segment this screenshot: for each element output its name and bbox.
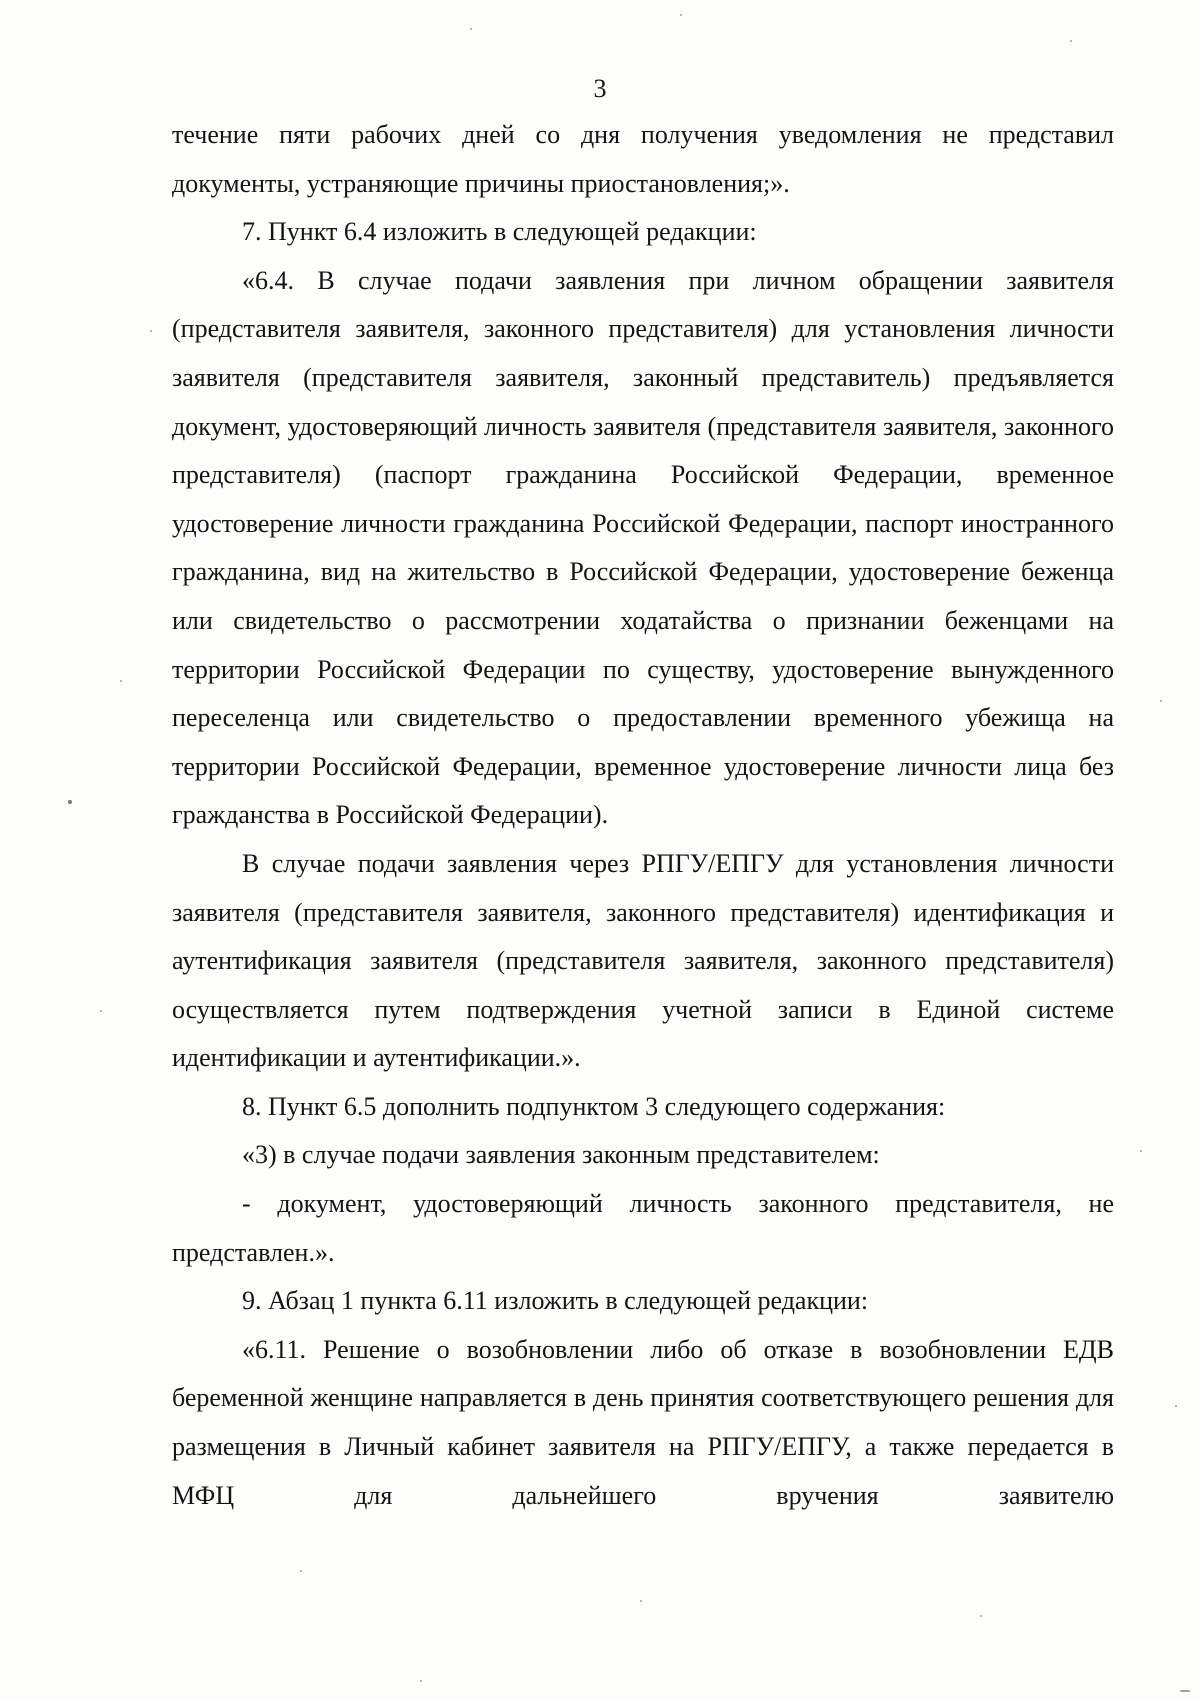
scan-speck (1160, 700, 1162, 702)
paragraph-rpgu-identification: В случае подачи заявления через РПГУ/ЕПГУ для установления личности заявителя (представителя заявителя, законного представителя) идентификация и аутентификация заявителя (представителя заявителя, законного представителя) осуществляется путем подтверждения учетной записи в Единой системе идентификации и аутентификации.». (172, 848, 1114, 1073)
scan-speck (100, 1010, 102, 1012)
page-number: 3 (593, 74, 607, 103)
paragraph-dash-item: - документ, удостоверяющий личность законного представителя, не представлен.». (172, 1189, 1114, 1267)
scan-speck (1180, 1690, 1190, 1692)
document-body (172, 111, 1114, 1520)
scan-speck (300, 1570, 302, 1572)
paragraph-continuation: течение пяти рабочих дней со дня получения уведомления не представил документы, устраняющие причины приостановления;». (172, 120, 1114, 198)
scan-speck (470, 28, 472, 30)
scan-speck (150, 330, 152, 332)
scan-speck (1140, 1150, 1142, 1152)
scan-speck (1175, 1405, 1177, 1407)
paragraph-quote-6-4: «6.4. В случае подачи заявления при личном обращении заявителя (представителя заявителя, законного представителя) для установления личности заявителя (представителя заявителя, законный представитель) предъявляется документ, удостоверяющий личность заявителя (представителя заявителя, законного представителя) (паспорт гражданина Российской Федерации, временное удостоверение личности гражданина Российской Федерации, паспорт иностранного гражданина, вид на жительство в Российской Федерации, удостоверение беженца или свидетельство о рассмотрении ходатайства о признании беженцами на территории Российской Федерации по существу, удостоверение вынужденного переселенца или свидетельство о предоставлении временного убежища на территории Российской Федерации, временное удостоверение личности лица без гражданства в Российской Федерации). (172, 265, 1114, 830)
paragraph-quote-6-11: «6.11. Решение о возобновлении либо об отказе в возобновлении ЕДВ беременной женщине направляется в день принятия соответствующего решения для размещения в Личный кабинет заявителя на РПГУ/ЕПГУ, а также передается в МФЦ для дальнейшего вручения заявителю (172, 1334, 1114, 1510)
paragraph-item-8: 8. Пункт 6.5 дополнить подпунктом 3 следующего содержания: (242, 1091, 946, 1121)
scan-speck (120, 680, 122, 682)
paragraph-subitem-3: «3) в случае подачи заявления законным представителем: (242, 1140, 880, 1170)
scan-speck (1070, 40, 1072, 42)
scan-speck (980, 1615, 982, 1617)
scan-speck (68, 800, 72, 804)
scan-speck (680, 14, 682, 16)
paragraph-item-7: 7. Пункт 6.4 изложить в следующей редакции: (242, 217, 757, 247)
scan-speck (640, 1600, 642, 1602)
scan-speck (420, 1680, 422, 1682)
paragraph-item-9: 9. Абзац 1 пункта 6.11 изложить в следующей редакции: (242, 1286, 869, 1316)
